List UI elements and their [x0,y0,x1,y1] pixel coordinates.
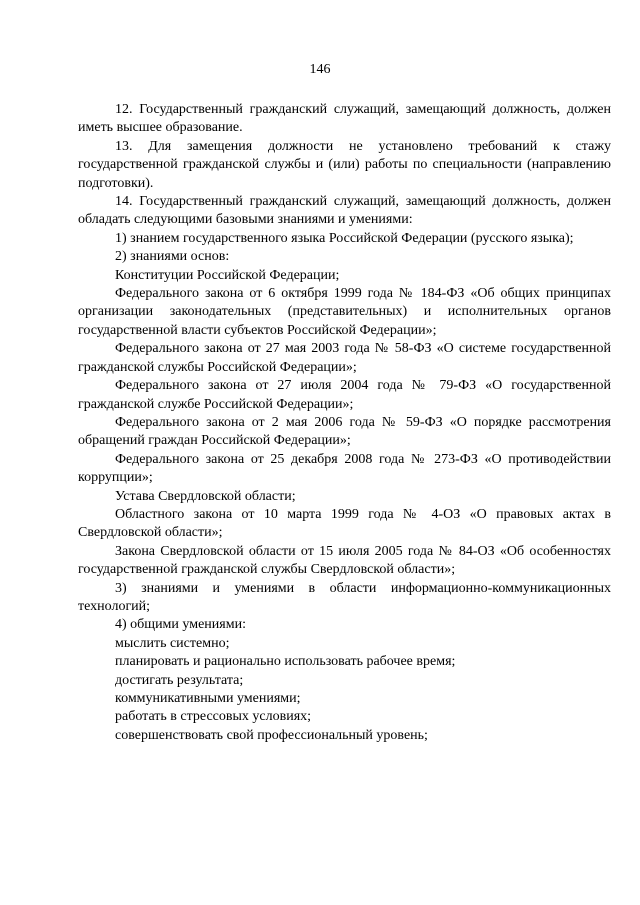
skill-item: коммуникативными умениями; [115,691,301,706]
law-item-58-fz: Федерального закона от 27 мая 2003 года № 58-ФЗ «О системе государственной гражданской службы Российской Федерации»; [78,341,611,375]
list-item-general-skills-heading: 4) общими умениями: [115,617,246,633]
skill-item: работать в стрессовых условиях; [115,709,312,725]
paragraph-12: 12. Государственный гражданский служащий, замещающий должность, должен иметь высшее образование. [78,102,611,136]
skill-item: планировать и рационально использовать рабочее время; [115,654,456,670]
paragraph-13: 13. Для замещения должности не установлено требований к стажу государственной гражданской службы и (или) работы по специальности (направлению подготовки). [78,138,611,191]
skill-item: достигать результата; [115,672,244,688]
skill-item: совершенствовать свой профессиональный уровень; [115,727,428,743]
law-item-84-oz: Закона Свердловской области от 15 июля 2005 года № 84-ОЗ «Об особенностях государственной гражданской службы Свердловской области»; [78,543,611,578]
law-item-79-fz: Федерального закона от 27 июля 2004 года № 79-ФЗ «О государственной гражданской службе Российской Федерации»; [78,378,611,412]
law-item-constitution: Конституции Российской Федерации; [115,267,340,283]
paragraph-14: 14. Государственный гражданский служащий, замещающий должность, должен обладать следующими базовыми знаниями и умениями: [78,194,611,228]
law-item-184-fz: Федерального закона от 6 октября 1999 года № 184-ФЗ «Об общих принципах организации законодательных (представительных) и исполнительных органов государственной власти субъектов Российской Федерации»; [78,286,611,338]
list-item-basics-heading: 2) знаниями основ: [115,249,230,265]
list-item-ict: 3) знаниями и умениями в области информационно-коммуникационных технологий; [78,580,611,614]
list-item-language: 1) знанием государственного языка Российской Федерации (русского языка); [115,230,574,246]
page-number: 146 [309,62,331,77]
law-item-273-fz: Федерального закона от 25 декабря 2008 года № 273-ФЗ «О противодействии коррупции»; [78,451,611,486]
law-item-charter: Устава Свердловской области; [115,488,296,504]
skill-item: мыслить системно; [115,635,230,651]
law-item-59-fz: Федерального закона от 2 мая 2006 года № 59-ФЗ «О порядке рассмотрения обращений граждан Российской Федерации»; [78,414,611,449]
document-body [78,101,611,745]
law-item-4-oz: Областного закона от 10 марта 1999 года № 4-ОЗ «О правовых актах в Свердловской области»; [78,506,611,541]
